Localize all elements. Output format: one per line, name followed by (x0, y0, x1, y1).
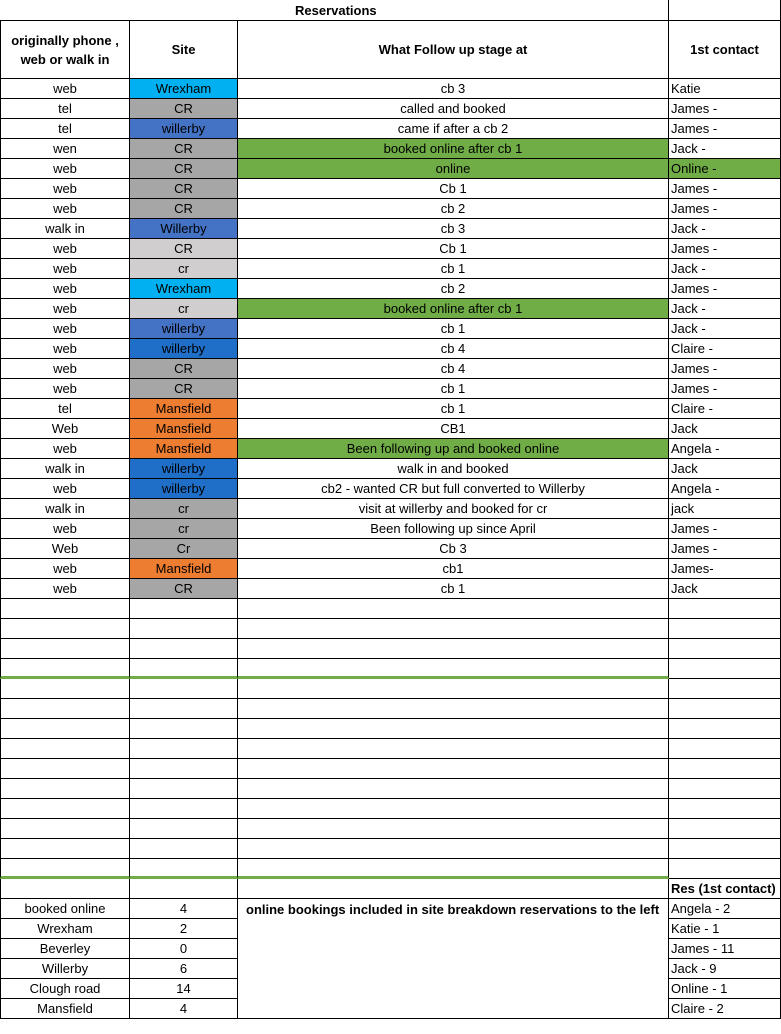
empty-cell (0, 779, 130, 799)
site-cell: CR (130, 159, 238, 179)
header-stage: What Follow up stage at (238, 21, 669, 79)
header-row (0, 21, 781, 79)
contact-cell: Claire - (669, 339, 781, 359)
origin-cell: web (0, 179, 130, 199)
header-contact: 1st contact (669, 21, 781, 79)
summary-contact: Jack - 9 (669, 959, 781, 979)
empty-cell (0, 599, 130, 619)
site-cell: Mansfield (130, 439, 238, 459)
site-cell: CR (130, 139, 238, 159)
stage-cell: cb 1 (238, 379, 669, 399)
table-row (0, 439, 781, 459)
site-cell: cr (130, 499, 238, 519)
empty-cell (130, 739, 238, 759)
empty-row (0, 819, 781, 839)
contact-cell: Angela - (669, 439, 781, 459)
contact-cell: James - (669, 199, 781, 219)
empty-cell (130, 799, 238, 819)
site-cell: CR (130, 179, 238, 199)
summary-label: Wrexham (0, 919, 130, 939)
origin-cell: web (0, 199, 130, 219)
empty-cell (130, 759, 238, 779)
stage-cell: cb 4 (238, 339, 669, 359)
origin-cell: walk in (0, 219, 130, 239)
contact-cell: Jack - (669, 259, 781, 279)
table-row (0, 379, 781, 399)
empty-cell (669, 839, 781, 859)
contact-cell: James - (669, 279, 781, 299)
site-cell: Mansfield (130, 559, 238, 579)
site-cell: CR (130, 579, 238, 599)
empty-cell (0, 659, 130, 679)
empty-cell (130, 859, 238, 879)
empty-cell (238, 599, 669, 619)
summary-label: Mansfield (0, 999, 130, 1019)
origin-cell: web (0, 479, 130, 499)
summary-note-blank (238, 979, 669, 999)
table-row (0, 579, 781, 599)
empty-row (0, 719, 781, 739)
origin-cell: web (0, 519, 130, 539)
table-row (0, 259, 781, 279)
empty-cell (669, 799, 781, 819)
origin-cell: web (0, 279, 130, 299)
summary-value: 14 (130, 979, 238, 999)
stage-cell: came if after a cb 2 (238, 119, 669, 139)
empty-cell (669, 859, 781, 879)
contact-cell: Jack (669, 419, 781, 439)
origin-cell: web (0, 259, 130, 279)
table-row (0, 239, 781, 259)
data-rows (0, 79, 781, 599)
empty-cell (238, 819, 669, 839)
empty-cell (238, 679, 669, 699)
contact-cell: James- (669, 559, 781, 579)
empty-cell (130, 839, 238, 859)
summary-contact: Claire - 2 (669, 999, 781, 1019)
origin-cell: Web (0, 419, 130, 439)
summary-note-blank (238, 999, 669, 1019)
summary-blank-3 (238, 879, 669, 899)
contact-cell: James - (669, 539, 781, 559)
contact-cell: Jack (669, 579, 781, 599)
stage-cell: cb 1 (238, 319, 669, 339)
empty-cell (0, 859, 130, 879)
empty-cell (669, 739, 781, 759)
empty-cell (238, 619, 669, 639)
stage-cell: cb 4 (238, 359, 669, 379)
stage-cell: cb2 - wanted CR but full converted to Willerby (238, 479, 669, 499)
summary-value: 2 (130, 919, 238, 939)
empty-cell (130, 819, 238, 839)
empty-row (0, 779, 781, 799)
origin-cell: web (0, 239, 130, 259)
empty-row (0, 679, 781, 699)
contact-cell: Jack - (669, 299, 781, 319)
stage-cell: Been following up since April (238, 519, 669, 539)
stage-cell: cb 2 (238, 199, 669, 219)
title-spacer (0, 0, 130, 21)
contact-cell: jack (669, 499, 781, 519)
table-row (0, 459, 781, 479)
site-cell: Wrexham (130, 279, 238, 299)
table-row (0, 399, 781, 419)
summary-rows (0, 899, 781, 1019)
header-origin: originally phone , web or walk in (0, 21, 130, 79)
summary-blank-2 (130, 879, 238, 899)
origin-cell: wen (0, 139, 130, 159)
site-cell: Mansfield (130, 419, 238, 439)
site-cell: CR (130, 99, 238, 119)
empty-row (0, 859, 781, 879)
site-cell: CR (130, 359, 238, 379)
site-cell: CR (130, 239, 238, 259)
empty-row (0, 839, 781, 859)
table-row (0, 219, 781, 239)
summary-value: 0 (130, 939, 238, 959)
table-row (0, 359, 781, 379)
stage-cell: Cb 1 (238, 239, 669, 259)
empty-cell (0, 639, 130, 659)
empty-cell (669, 619, 781, 639)
empty-cell (130, 719, 238, 739)
empty-cell (130, 639, 238, 659)
origin-cell: web (0, 359, 130, 379)
contact-cell: James - (669, 119, 781, 139)
empty-row (0, 699, 781, 719)
site-cell: cr (130, 299, 238, 319)
empty-cell (0, 819, 130, 839)
empty-cell (669, 679, 781, 699)
origin-cell: walk in (0, 459, 130, 479)
empty-cell (238, 739, 669, 759)
summary-header-row (0, 879, 781, 899)
summary-row (0, 979, 781, 999)
table-row (0, 419, 781, 439)
summary-label: Clough road (0, 979, 130, 999)
site-cell: willerby (130, 339, 238, 359)
table-row (0, 479, 781, 499)
stage-cell: cb 1 (238, 399, 669, 419)
empty-cell (0, 759, 130, 779)
empty-cell (669, 639, 781, 659)
origin-cell: tel (0, 119, 130, 139)
empty-cell (669, 659, 781, 679)
sheet-title: Reservations (130, 0, 669, 21)
contact-cell: James - (669, 379, 781, 399)
stage-cell: cb 3 (238, 79, 669, 99)
summary-value: 4 (130, 899, 238, 919)
summary-label: Willerby (0, 959, 130, 979)
origin-cell: web (0, 319, 130, 339)
empty-row (0, 659, 781, 679)
empty-cell (0, 699, 130, 719)
empty-cell (669, 599, 781, 619)
origin-cell: Web (0, 539, 130, 559)
site-cell: willerby (130, 459, 238, 479)
table-row (0, 279, 781, 299)
contact-cell: Claire - (669, 399, 781, 419)
empty-cell (130, 619, 238, 639)
stage-cell: Cb 3 (238, 539, 669, 559)
site-cell: willerby (130, 119, 238, 139)
empty-cell (669, 779, 781, 799)
summary-row (0, 939, 781, 959)
site-cell: CR (130, 379, 238, 399)
empty-cell (238, 839, 669, 859)
summary-contact: James - 11 (669, 939, 781, 959)
table-row (0, 139, 781, 159)
origin-cell: web (0, 339, 130, 359)
contact-cell: Online - (669, 159, 781, 179)
summary-note-blank (238, 959, 669, 979)
empty-cell (130, 679, 238, 699)
contact-cell: James - (669, 99, 781, 119)
table-row (0, 539, 781, 559)
site-cell: Mansfield (130, 399, 238, 419)
contact-cell: James - (669, 359, 781, 379)
stage-cell: CB1 (238, 419, 669, 439)
empty-cell (0, 799, 130, 819)
summary-value: 4 (130, 999, 238, 1019)
summary-contact: Angela - 2 (669, 899, 781, 919)
summary-contact: Katie - 1 (669, 919, 781, 939)
site-cell: cr (130, 519, 238, 539)
empty-cell (669, 719, 781, 739)
title-right-cell (669, 0, 781, 21)
table-row (0, 339, 781, 359)
table-row (0, 79, 781, 99)
empty-cell (669, 759, 781, 779)
site-cell: CR (130, 199, 238, 219)
empty-cell (130, 779, 238, 799)
table-row (0, 159, 781, 179)
site-cell: cr (130, 259, 238, 279)
table-row (0, 519, 781, 539)
summary-label: booked online (0, 899, 130, 919)
summary-contact: Online - 1 (669, 979, 781, 999)
summary-row (0, 899, 781, 919)
empty-cell (238, 659, 669, 679)
stage-cell: visit at willerby and booked for cr (238, 499, 669, 519)
empty-cell (130, 599, 238, 619)
stage-cell: cb1 (238, 559, 669, 579)
empty-row (0, 799, 781, 819)
stage-cell: booked online after cb 1 (238, 139, 669, 159)
origin-cell: tel (0, 99, 130, 119)
origin-cell: web (0, 379, 130, 399)
empty-cell (0, 839, 130, 859)
empty-cell (669, 819, 781, 839)
title-row (0, 0, 781, 21)
site-cell: Willerby (130, 219, 238, 239)
stage-cell: booked online after cb 1 (238, 299, 669, 319)
empty-cell (0, 739, 130, 759)
summary-note: online bookings included in site breakdown reservations to the left (238, 899, 669, 919)
empty-cell (0, 719, 130, 739)
origin-cell: web (0, 299, 130, 319)
contact-cell: Katie (669, 79, 781, 99)
empty-cell (238, 759, 669, 779)
empty-cell (238, 699, 669, 719)
origin-cell: web (0, 439, 130, 459)
empty-cell (238, 859, 669, 879)
origin-cell: web (0, 79, 130, 99)
contact-cell: Jack (669, 459, 781, 479)
summary-blank-1 (0, 879, 130, 899)
table-row (0, 559, 781, 579)
contact-cell: Jack - (669, 319, 781, 339)
table-row (0, 319, 781, 339)
stage-cell: cb 2 (238, 279, 669, 299)
summary-row (0, 959, 781, 979)
summary-row (0, 999, 781, 1019)
stage-cell: cb 1 (238, 579, 669, 599)
stage-cell: cb 3 (238, 219, 669, 239)
empty-cell (238, 799, 669, 819)
empty-row (0, 599, 781, 619)
stage-cell: Been following up and booked online (238, 439, 669, 459)
empty-cell (130, 659, 238, 679)
empty-cell (0, 679, 130, 699)
table-row (0, 99, 781, 119)
empty-cell (669, 699, 781, 719)
table-row (0, 499, 781, 519)
table-row (0, 119, 781, 139)
site-cell: Cr (130, 539, 238, 559)
site-cell: willerby (130, 319, 238, 339)
summary-label: Beverley (0, 939, 130, 959)
header-site: Site (130, 21, 238, 79)
empty-cell (238, 779, 669, 799)
stage-cell: cb 1 (238, 259, 669, 279)
table-row (0, 299, 781, 319)
origin-cell: web (0, 159, 130, 179)
contact-cell: James - (669, 239, 781, 259)
summary-value: 6 (130, 959, 238, 979)
empty-cell (238, 639, 669, 659)
origin-cell: web (0, 559, 130, 579)
site-cell: Wrexham (130, 79, 238, 99)
contact-cell: James - (669, 179, 781, 199)
table-row (0, 179, 781, 199)
table-row (0, 199, 781, 219)
summary-row (0, 919, 781, 939)
origin-cell: web (0, 579, 130, 599)
origin-cell: walk in (0, 499, 130, 519)
empty-row (0, 739, 781, 759)
summary-note-blank (238, 939, 669, 959)
stage-cell: Cb 1 (238, 179, 669, 199)
empty-rows (0, 599, 781, 879)
summary-header: Res (1st contact) (669, 879, 781, 899)
site-cell: willerby (130, 479, 238, 499)
empty-row (0, 619, 781, 639)
empty-cell (130, 699, 238, 719)
empty-row (0, 759, 781, 779)
contact-cell: James - (669, 519, 781, 539)
contact-cell: Angela - (669, 479, 781, 499)
empty-cell (238, 719, 669, 739)
stage-cell: called and booked (238, 99, 669, 119)
stage-cell: online (238, 159, 669, 179)
empty-row (0, 639, 781, 659)
contact-cell: Jack - (669, 139, 781, 159)
summary-note-blank (238, 919, 669, 939)
empty-cell (0, 619, 130, 639)
origin-cell: tel (0, 399, 130, 419)
stage-cell: walk in and booked (238, 459, 669, 479)
contact-cell: Jack - (669, 219, 781, 239)
